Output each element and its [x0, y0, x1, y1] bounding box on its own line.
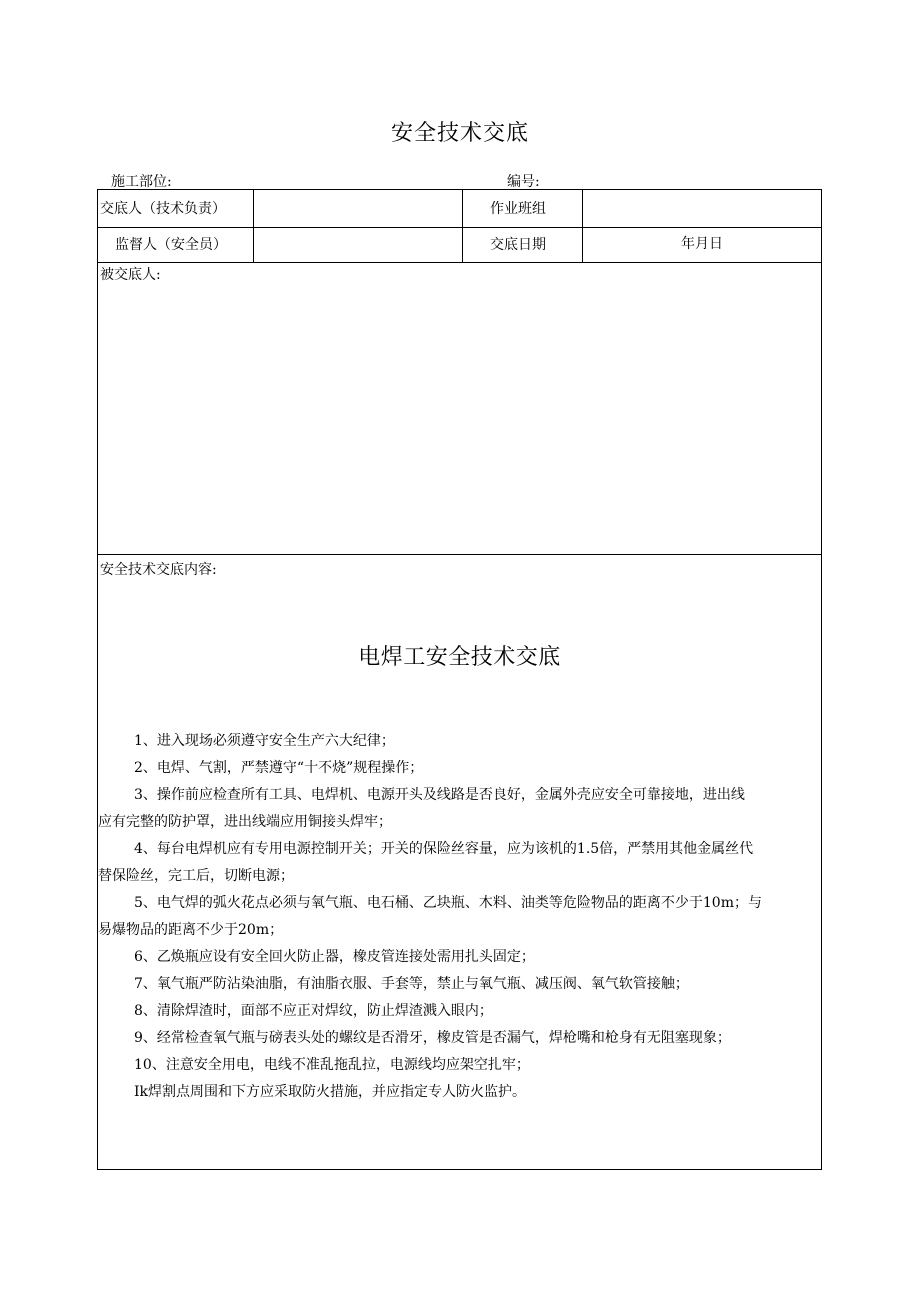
list-item: 6、乙焕瓶应设有安全回火防止器，橡皮管连接处需用扎头固定；: [134, 949, 535, 965]
presenter-label: 交底人（技术负责）: [100, 201, 226, 217]
date-label: 交底日期: [490, 237, 546, 253]
supervisor-field[interactable]: [254, 228, 461, 261]
date-field[interactable]: 年月日: [681, 236, 723, 252]
list-item: 4、每台电焊机应有专用电源控制开关；开关的保险丝容量，应为该机的1.5倍，严禁用其他金属丝代 替保险丝，完工后，切断电源；: [98, 841, 754, 884]
document-number-label: 编号:: [507, 174, 540, 190]
document-title: 安全技术交底: [390, 121, 529, 146]
content-title: 电焊工安全技术交底: [358, 645, 561, 670]
construction-site-label: 施工部位:: [111, 174, 172, 190]
team-label: 作业班组: [490, 201, 546, 217]
list-item: 8、清除焊渣时，面部不应正对焊纹，防止焊渣溅入眼内；: [134, 1003, 493, 1019]
row-divider: [98, 262, 821, 263]
content-label: 安全技术交底内容:: [100, 562, 217, 578]
list-item: 1、进入现场必须遵守安全生产六大纪律；: [134, 733, 395, 749]
team-field[interactable]: [583, 190, 821, 226]
disclosure-form: [97, 189, 822, 1170]
list-item: 2、电焊、气割，严禁遵守“十不烧”规程操作；: [134, 760, 424, 776]
supervisor-label: 监督人（安全员）: [115, 237, 227, 253]
list-item: Ik焊割点周围和下方应采取防火措施，并应指定专人防火监护。: [134, 1084, 527, 1100]
recipients-area[interactable]: [98, 286, 821, 552]
section-divider: [98, 554, 821, 555]
column-divider: [462, 190, 463, 262]
recipients-label: 被交底人:: [100, 267, 161, 283]
presenter-field[interactable]: [254, 190, 461, 226]
list-item: 9、经常检查氧气瓶与磅表头处的螺纹是否滑牙，橡皮管是否漏气，焊枪嘴和枪身有无阻塞现象；: [134, 1030, 731, 1046]
list-item: 7、氧气瓶严防沾染油脂，有油脂衣服、手套等，禁止与氧气瓶、减压阀、氧气软管接触；: [134, 976, 689, 992]
list-item: 3、操作前应检查所有工具、电焊机、电源开头及线路是否良好，金属外壳应安全可靠接地，进出线 应有完整的防护罩，进出线端应用铜接头焊牢；: [98, 787, 745, 830]
list-item: 5、电气焊的弧火花点必须与氧气瓶、电石桶、乙块瓶、木料、油类等危险物品的距离不少于10m；与 易爆物品的距离不少于20m；: [98, 895, 762, 938]
list-item: 10、注意安全用电，电线不准乱拖乱拉，电源线均应架空扎牢；: [134, 1057, 530, 1073]
